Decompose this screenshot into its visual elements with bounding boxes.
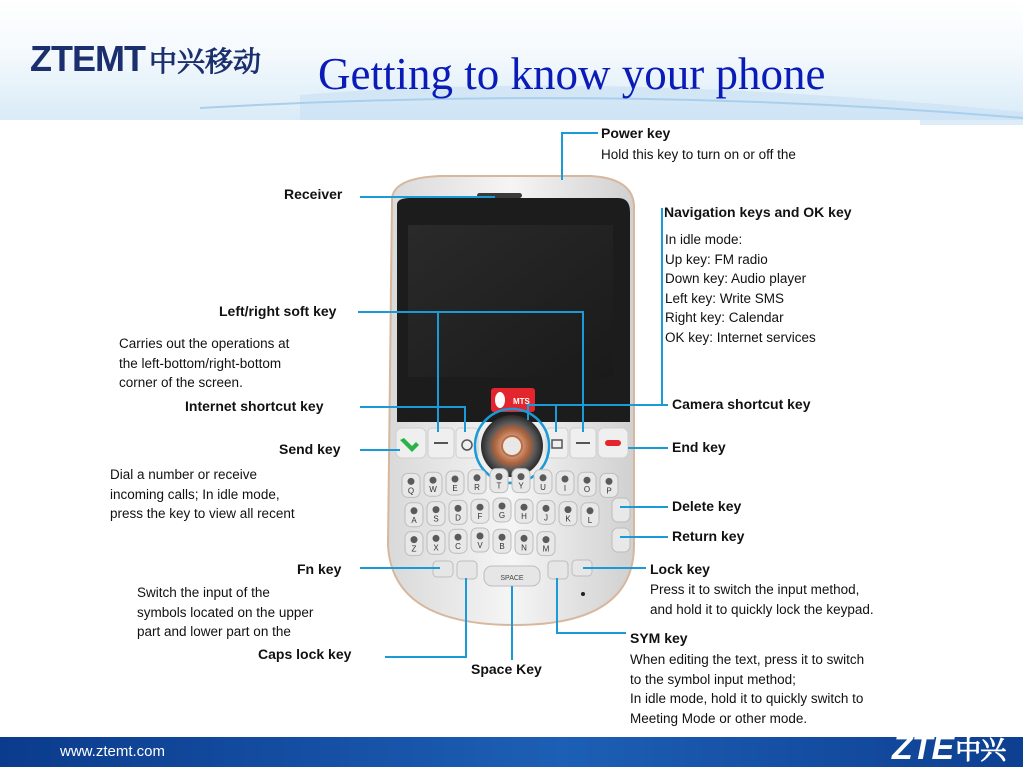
soft-desc-line: corner of the screen. (119, 375, 243, 390)
sym-desc-line: In idle mode, hold it to quickly switch to (630, 691, 864, 706)
fn-desc-line: part and lower part on the (137, 624, 291, 639)
navigation-keys-desc (665, 230, 816, 347)
keypad-key-letter: E (452, 484, 458, 493)
power-key-desc (601, 145, 796, 165)
footer-bar (0, 729, 1023, 767)
power-desc-line: Hold this key to turn on or off the (601, 147, 796, 162)
page-title: Getting to know your phone (318, 49, 826, 99)
sym-desc-line: When editing the text, press it to switch (630, 652, 865, 667)
sym-desc-line: to the symbol input method; (630, 671, 796, 687)
soft-key-desc (119, 334, 289, 393)
soft-left-line (358, 312, 438, 432)
keypad-key-letter: G (498, 511, 506, 520)
keypad-key-letter: N (521, 543, 527, 553)
space-key-label: Space Key (471, 661, 542, 677)
keypad-key-letter: J (544, 513, 548, 523)
keypad-key-letter: P (606, 486, 612, 496)
send-key-label: Send key (279, 441, 341, 457)
logo-cn: 中兴移动 (148, 46, 261, 77)
fn-desc-line: Switch the input of the (137, 585, 270, 600)
keypad-key-letter: I (563, 484, 567, 493)
keypad-key-letter: L (587, 515, 593, 525)
space-key-text: SPACE (500, 575, 524, 582)
sym-desc-line: Meeting Mode or other mode. (630, 710, 808, 726)
soft-right-line (438, 312, 583, 432)
receiver-label: Receiver (284, 186, 343, 202)
lock-desc-line: Press it to switch the input method, (650, 582, 860, 597)
keypad-key-letter: D (455, 513, 461, 523)
caps-line (385, 578, 466, 657)
camera-line (556, 405, 668, 432)
delete-key-label: Delete key (672, 498, 742, 514)
keypad-key-letter: H (521, 512, 527, 522)
lock-desc-line: and hold it to quickly lock the keypad. (650, 601, 874, 617)
camera-shortcut-label: Camera shortcut key (672, 396, 811, 412)
keypad-key-letter: Q (407, 486, 415, 496)
fn-key-label: Fn key (297, 561, 342, 577)
power-line (562, 133, 598, 180)
keypad-key-letter: K (565, 514, 571, 524)
nav-desc-line: Up key: FM radio (665, 251, 768, 267)
lock-key-label: Lock key (650, 561, 710, 577)
fn-desc-line: symbols located on the upper (137, 604, 314, 620)
logo-latin: ZTEMT (30, 38, 145, 79)
footer-logo-latin: ZTE (892, 729, 954, 767)
power-key-label: Power key (601, 125, 671, 141)
footer-url[interactable]: www.ztemt.com (60, 743, 166, 760)
footer-logo-cn: 中兴 (955, 735, 1006, 765)
soft-key-label: Left/right soft key (219, 303, 337, 319)
navigation-line (528, 208, 662, 420)
return-key-label: Return key (672, 528, 745, 544)
keypad-key-letter: R (474, 482, 480, 492)
nav-desc-line: In idle mode: (665, 232, 743, 247)
soft-desc-line: Carries out the operations at (119, 336, 290, 351)
nav-desc-line: OK key: Internet services (665, 329, 816, 345)
fn-key-desc (137, 583, 313, 642)
zte-footer-logo (892, 729, 1005, 768)
keypad-key-letter: F (477, 512, 483, 522)
sym-line (557, 578, 626, 633)
send-desc-line: press the key to view all recent (110, 506, 295, 521)
sym-key-label: SYM key (630, 630, 688, 646)
send-desc-line: Dial a number or receive (110, 467, 258, 482)
keypad-key-letter: W (429, 485, 437, 495)
nav-desc-line: Down key: Audio player (665, 271, 807, 286)
sym-key-desc (630, 650, 864, 728)
keypad-key-letter: V (477, 541, 483, 550)
keypad-key-letter: U (540, 482, 546, 492)
keypad-key-letter: Y (518, 481, 524, 491)
nav-desc-line: Right key: Calendar (665, 310, 784, 325)
keypad-key-letter: O (583, 485, 591, 495)
nav-desc-line: Left key: Write SMS (665, 290, 785, 306)
send-desc-line: incoming calls; In idle mode, (110, 486, 280, 502)
soft-desc-line: the left-bottom/right-bottom (119, 355, 282, 371)
keypad-key-letter: S (433, 514, 439, 524)
send-key-desc (110, 465, 295, 524)
keypad-key-letter: C (455, 542, 461, 552)
caps-lock-label: Caps lock key (258, 646, 352, 662)
keypad-key-letter: Z (411, 544, 417, 554)
internet-line (360, 407, 465, 432)
navigation-keys-label: Navigation keys and OK key (664, 204, 852, 220)
keypad-key-letter: A (411, 515, 417, 525)
keypad-key-letter: X (433, 543, 439, 553)
keypad-key-letter: T (496, 481, 502, 491)
mts-text: MTS (513, 397, 530, 406)
end-key-label: End key (672, 439, 726, 455)
keypad-key-letter: B (499, 542, 505, 552)
keypad-key-letter: M (542, 544, 550, 554)
lock-key-desc (650, 580, 874, 619)
internet-shortcut-label: Internet shortcut key (185, 398, 324, 414)
